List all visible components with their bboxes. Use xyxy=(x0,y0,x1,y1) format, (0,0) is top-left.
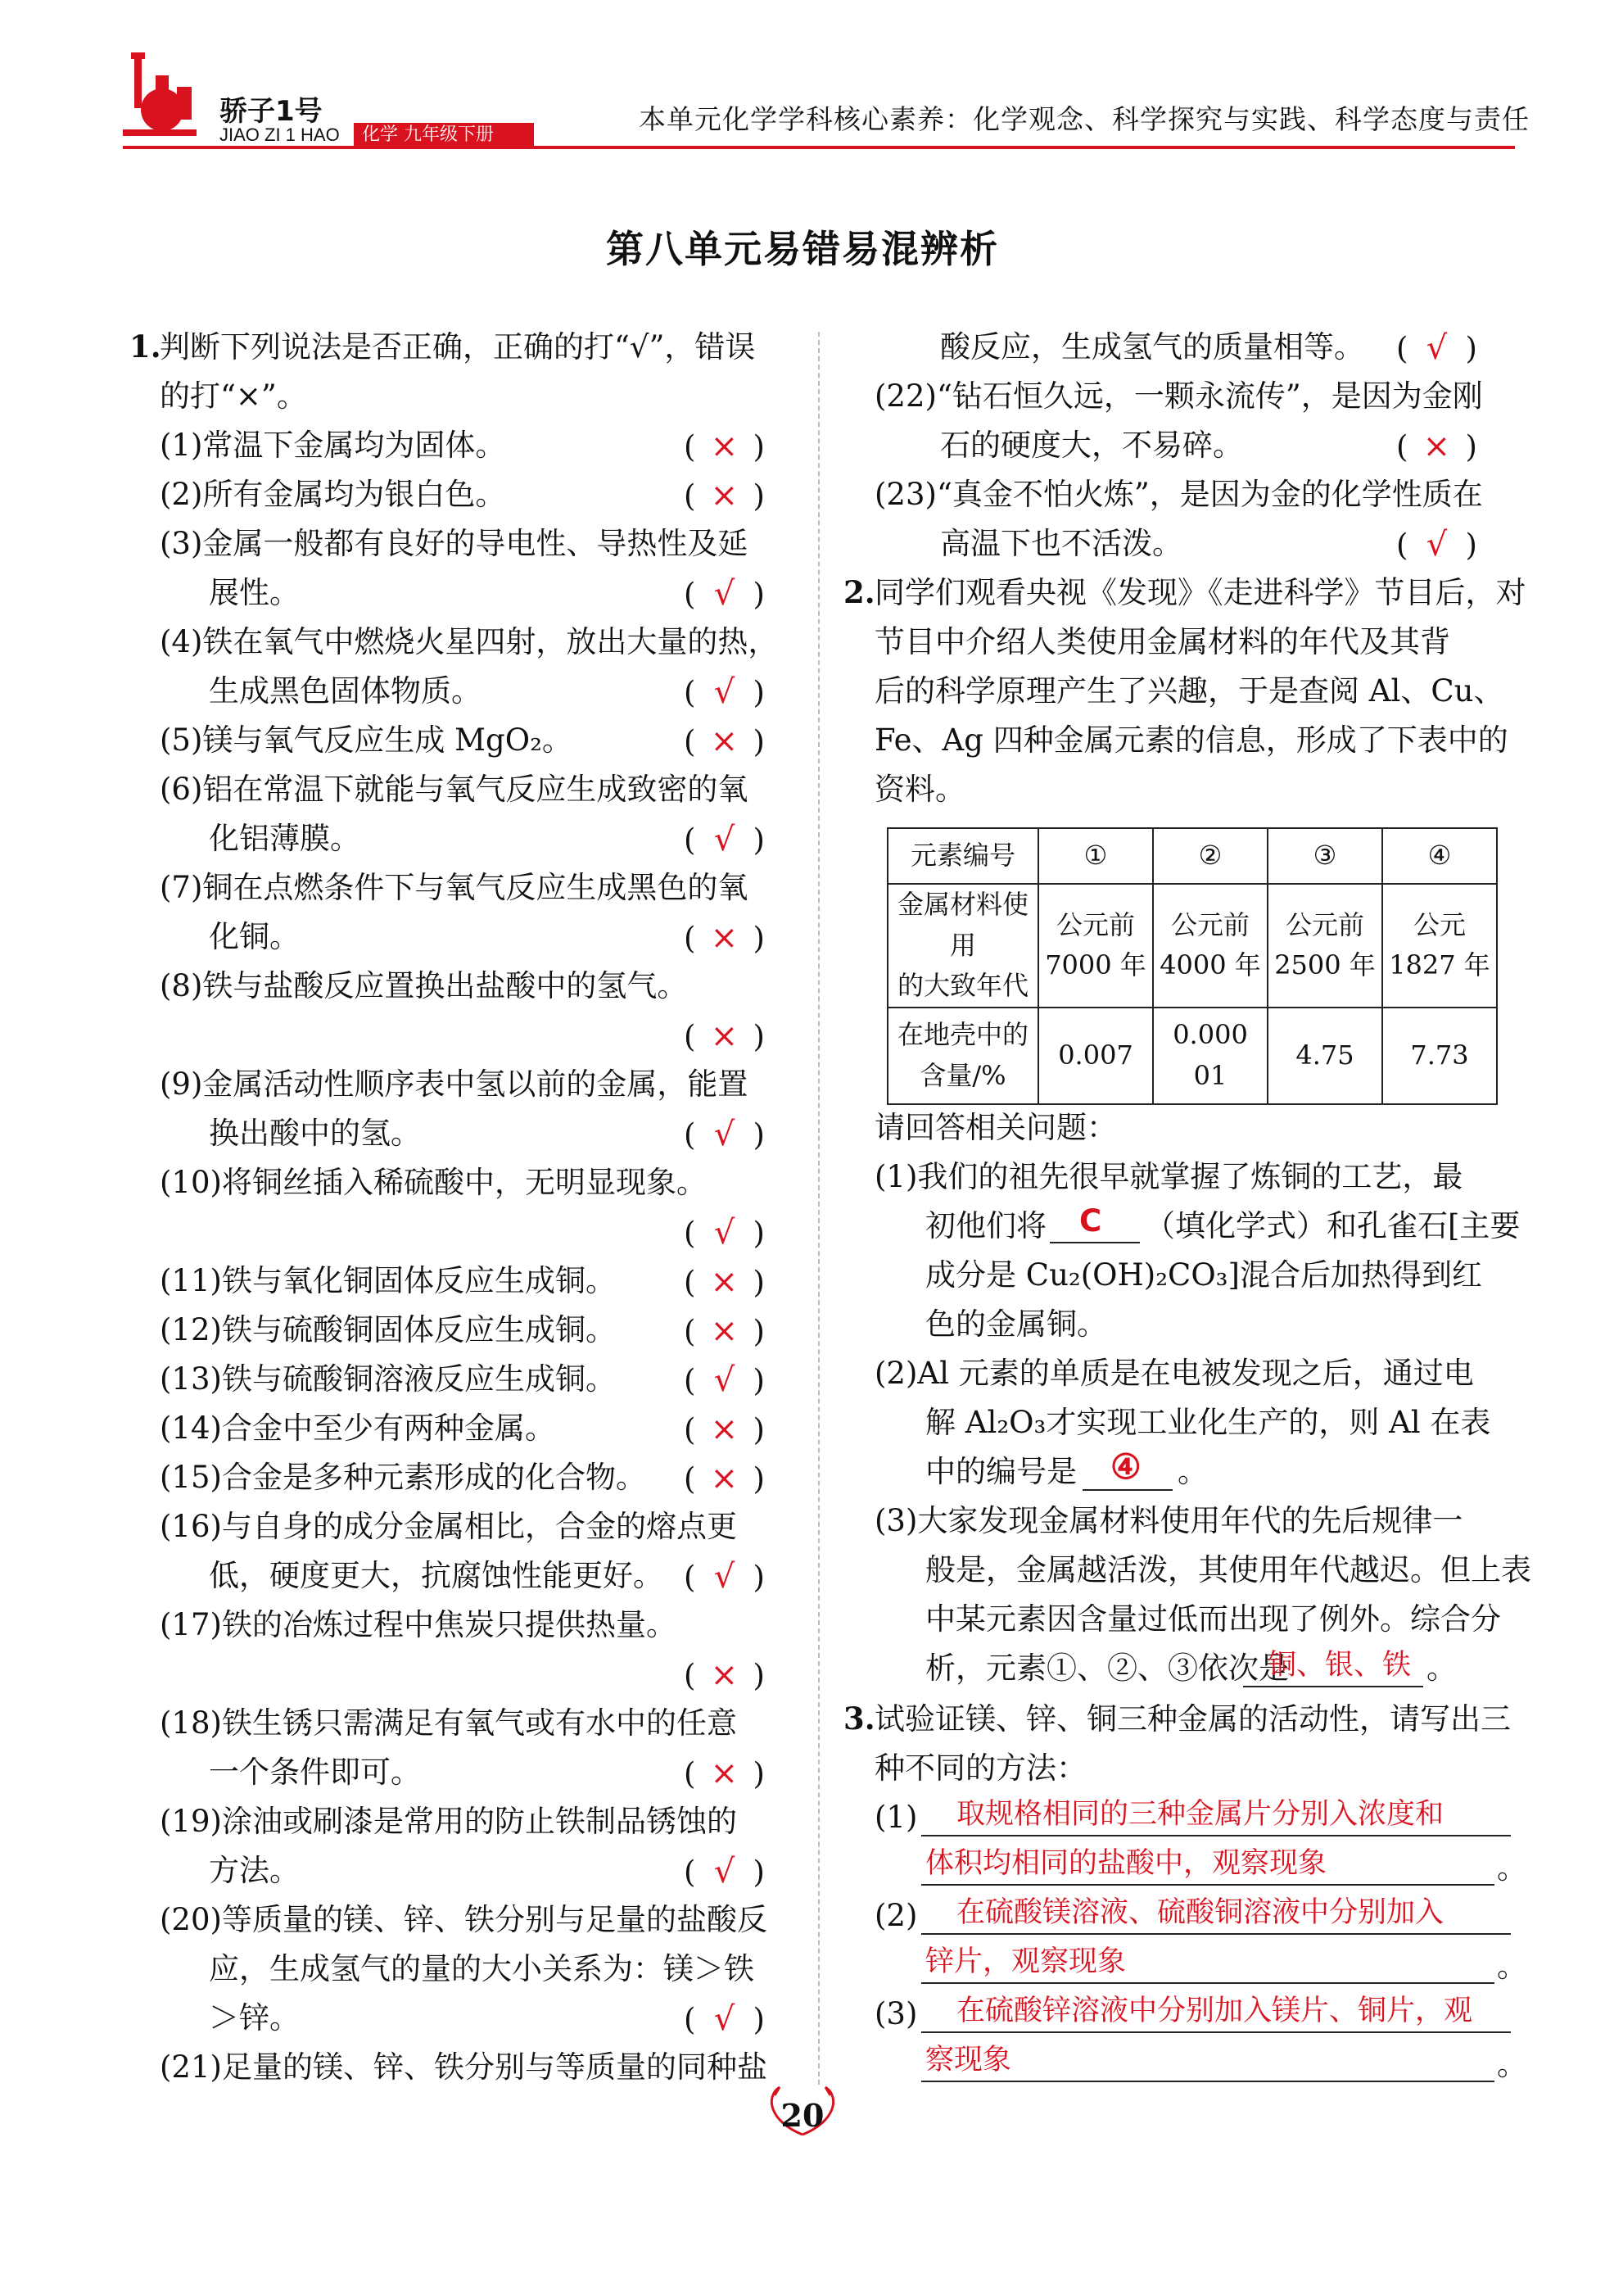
q1-number: 1. xyxy=(129,328,161,365)
answer-blank xyxy=(921,1835,1511,1836)
q3-method-answer-line: 取规格相同的三种金属片分别入浓度和 xyxy=(956,1798,1444,1831)
answer-blank xyxy=(1083,1489,1173,1491)
q2-sub1-line: 色的金属铜。 xyxy=(925,1307,1107,1342)
publisher-logo xyxy=(123,51,197,141)
q1-item-line: 酸反应，生成氢气的质量相等。 xyxy=(940,329,1364,365)
subject-tag: 化学 九年级下册 xyxy=(354,123,534,147)
answer-mark: ( √ ) xyxy=(684,1214,765,1252)
q2-sub1-answer: C xyxy=(1079,1203,1102,1239)
check-mark: √ xyxy=(713,1214,735,1252)
q1-item-line: (2)所有金属均为银白色。 xyxy=(160,477,506,512)
answer-mark: ( √ ) xyxy=(684,1361,765,1399)
cross-mark: × xyxy=(710,1017,739,1055)
answer-mark: ( × ) xyxy=(684,722,765,760)
q1-item-line: 应，生成氢气的量的大小关系为：镁＞铁 xyxy=(209,1951,754,1986)
answer-blank xyxy=(1050,1242,1140,1243)
q2-sub3-line: 析，元素①、②、③依次是 xyxy=(925,1651,1289,1686)
q2-sub1-line: (1)我们的祖先很早就掌握了炼铜的工艺，最 xyxy=(875,1159,1463,1194)
q1-stem-line: 的打“×”。 xyxy=(160,378,307,414)
table-cell: 公元 1827 年 xyxy=(1382,884,1497,1008)
cross-mark: × xyxy=(710,1460,739,1497)
answer-blank xyxy=(921,2031,1511,2033)
q1-item-line: (22)“钻石恒久远，一颗永流传”，是因为金刚 xyxy=(875,378,1483,414)
q2-sub1-line: 初他们将 xyxy=(925,1208,1047,1243)
q2-stem-line: 资料。 xyxy=(875,772,965,807)
q1-item-line: (9)金属活动性顺序表中氢以前的金属，能置 xyxy=(160,1066,748,1102)
q2-sub2-line: 。 xyxy=(1178,1454,1208,1489)
q1-item-line: 化铜。 xyxy=(209,919,300,954)
answer-mark: ( × ) xyxy=(684,1460,765,1497)
q1-item-line: (12)铁与硫酸铜固体反应生成铜。 xyxy=(160,1312,616,1347)
q1-item-line: (20)等质量的镁、锌、铁分别与足量的盐酸反 xyxy=(160,1902,767,1937)
q3-method-answer-line: 在硫酸镁溶液、硫酸铜溶液中分别加入 xyxy=(956,1896,1444,1929)
answer-mark: ( √ ) xyxy=(684,1116,765,1153)
q3-method-label: (1) xyxy=(875,1800,918,1835)
q1-item-line: 换出酸中的氢。 xyxy=(209,1116,421,1151)
answer-mark: ( × ) xyxy=(1396,428,1477,465)
answer-blank xyxy=(921,1884,1494,1886)
header-rule xyxy=(123,146,1515,149)
page-title: 第八单元易错易混辨析 xyxy=(606,227,999,271)
q1-item-line: 展性。 xyxy=(209,575,300,610)
q1-item-line: 生成黑色固体物质。 xyxy=(209,673,482,709)
table-cell: 公元前 7000 年 xyxy=(1038,884,1153,1008)
q3-method-end: 。 xyxy=(1497,1850,1527,1886)
page-number: 20 xyxy=(780,2097,825,2134)
check-mark: √ xyxy=(713,1558,735,1596)
check-mark: √ xyxy=(713,673,735,711)
q2-sub2-line: 中的编号是 xyxy=(925,1454,1077,1489)
q3-method-answer-line: 在硫酸锌溶液中分别加入镁片、铜片，观 xyxy=(956,1995,1473,2027)
q1-item-line: (17)铁的冶炼过程中焦炭只提供热量。 xyxy=(160,1607,676,1642)
cross-mark: × xyxy=(710,722,739,760)
q3-method-label: (3) xyxy=(875,1996,918,2031)
answer-mark: ( √ ) xyxy=(684,673,765,711)
q2-stem-line: Fe、Ag 四种金属元素的信息，形成了下表中的 xyxy=(875,722,1508,758)
cross-mark: × xyxy=(710,1263,739,1301)
q2-sub3-answer: 铜、银、铁 xyxy=(1268,1649,1412,1682)
table-header-cell: ③ xyxy=(1268,828,1382,884)
q2-sub3-line: (3)大家发现金属材料使用年代的先后规律一 xyxy=(875,1503,1463,1538)
q2-stem-line: 节目中介绍人类使用金属材料的年代及其背 xyxy=(875,624,1450,659)
q2-stem-line: 同学们观看央视《发现》《走进科学》节目后，对 xyxy=(875,575,1526,610)
q2-prompt: 请回答相关问题： xyxy=(875,1110,1117,1145)
q1-item-line: (10)将铜丝插入稀硫酸中，无明显现象。 xyxy=(160,1165,707,1200)
core-literacy-header: 本单元化学学科核心素养：化学观念、科学探究与实践、科学态度与责任 xyxy=(639,103,1530,135)
q3-method-answer-line: 锌片，观察现象 xyxy=(925,1945,1127,1978)
cross-mark: × xyxy=(710,1656,739,1694)
answer-mark: ( × ) xyxy=(684,1656,765,1694)
answer-mark: ( √ ) xyxy=(684,1558,765,1596)
q2-sub2-line: 解 Al₂O₃才实现工业化生产的，则 Al 在表 xyxy=(925,1405,1491,1440)
q2-sub3-line: 。 xyxy=(1426,1651,1457,1686)
cross-mark: × xyxy=(710,1755,739,1792)
answer-mark: ( √ ) xyxy=(684,1853,765,1891)
check-mark: √ xyxy=(713,575,735,613)
q2-sub3-line: 般是，金属越活泼，其使用年代越迟。但上表 xyxy=(925,1552,1531,1587)
answer-mark: ( × ) xyxy=(684,1312,765,1350)
table-header-cell: 元素编号 xyxy=(888,828,1038,884)
q1-stem-line: 判断下列说法是否正确，正确的打“√”，错误 xyxy=(160,329,756,365)
answer-blank xyxy=(921,1933,1511,1935)
answer-mark: ( √ ) xyxy=(1396,526,1477,564)
q1-item-line: (1)常温下金属均为固体。 xyxy=(160,428,506,463)
answer-mark: ( × ) xyxy=(684,919,765,957)
table-header-cell: ① xyxy=(1038,828,1153,884)
q1-item-line: 石的硬度大，不易碎。 xyxy=(940,428,1243,463)
check-mark: √ xyxy=(1426,526,1448,564)
cross-mark: × xyxy=(710,1411,739,1448)
q2-sub2-answer: ④ xyxy=(1110,1447,1142,1487)
q3-method-end: 。 xyxy=(1497,2047,1527,2082)
check-mark: √ xyxy=(713,1853,735,1891)
q1-item-line: 低，硬度更大，抗腐蚀性能更好。 xyxy=(209,1558,663,1593)
answer-mark: ( × ) xyxy=(684,477,765,514)
table-cell: 7.73 xyxy=(1382,1008,1497,1104)
check-mark: √ xyxy=(713,1361,735,1399)
q1-item-line: (14)合金中至少有两种金属。 xyxy=(160,1411,555,1446)
cross-mark: × xyxy=(710,919,739,957)
table-cell: 公元前 4000 年 xyxy=(1153,884,1268,1008)
table-row-label: 金属材料使用 的大致年代 xyxy=(888,884,1038,1008)
q3-method-label: (2) xyxy=(875,1898,918,1933)
answer-blank xyxy=(1243,1686,1423,1687)
q2-sub1-line: （填化学式）和孔雀石[主要 xyxy=(1145,1208,1521,1243)
table-cell: 4.75 xyxy=(1268,1008,1382,1104)
q2-sub1-line: 成分是 Cu₂(OH)₂CO₃]混合后加热得到红 xyxy=(925,1257,1482,1293)
answer-mark: ( × ) xyxy=(684,1411,765,1448)
q1-item-line: (18)铁生锈只需满足有氧气或有水中的任意 xyxy=(160,1705,737,1741)
q1-item-line: 高温下也不活泼。 xyxy=(940,526,1182,561)
q1-item-line: (4)铁在氧气中燃烧火星四射，放出大量的热， xyxy=(160,624,779,659)
q1-item-line: (6)铝在常温下就能与氧气反应生成致密的氧 xyxy=(160,772,748,807)
answer-mark: ( × ) xyxy=(684,1017,765,1055)
table-row-label: 在地壳中的 含量/% xyxy=(888,1008,1038,1104)
check-mark: √ xyxy=(713,1116,735,1153)
answer-mark: ( × ) xyxy=(684,1755,765,1792)
table-cell: 公元前 2500 年 xyxy=(1268,884,1382,1008)
q2-sub2-line: (2)Al 元素的单质是在电被发现之后，通过电 xyxy=(875,1356,1474,1391)
q3-stem-line: 试验证镁、锌、铜三种金属的活动性，请写出三 xyxy=(875,1701,1511,1737)
table-header-cell: ④ xyxy=(1382,828,1497,884)
q3-method-answer-line: 体积均相同的盐酸中，观察现象 xyxy=(925,1847,1327,1880)
q1-item-line: 方法。 xyxy=(209,1853,300,1888)
q1-item-line: 一个条件即可。 xyxy=(209,1755,421,1790)
q1-item-line: (15)合金是多种元素形成的化合物。 xyxy=(160,1460,646,1495)
answer-blank xyxy=(921,2081,1494,2082)
q1-item-line: (8)铁与盐酸反应置换出盐酸中的氢气。 xyxy=(160,968,688,1003)
q1-item-line: (11)铁与氧化铜固体反应生成铜。 xyxy=(160,1263,616,1298)
cross-mark: × xyxy=(710,428,739,465)
answer-mark: ( × ) xyxy=(684,1263,765,1301)
q1-item-line: (3)金属一般都有良好的导电性、导热性及延 xyxy=(160,526,748,561)
table-cell: 0.007 xyxy=(1038,1008,1153,1104)
q3-stem-line: 种不同的方法： xyxy=(875,1750,1087,1786)
q2-stem-line: 后的科学原理产生了兴趣，于是查阅 Al、Cu、 xyxy=(875,673,1504,709)
q2-number: 2. xyxy=(843,574,875,610)
check-mark: √ xyxy=(713,821,735,858)
q1-item-line: (23)“真金不怕火炼”，是因为金的化学性质在 xyxy=(875,477,1483,512)
q1-item-line: (7)铜在点燃条件下与氧气反应生成黑色的氧 xyxy=(160,870,748,905)
q3-method-end: 。 xyxy=(1497,1949,1527,1984)
cross-mark: × xyxy=(710,477,739,514)
metal-info-table xyxy=(887,827,1498,1105)
q1-item-line: (13)铁与硫酸铜溶液反应生成铜。 xyxy=(160,1361,616,1397)
q1-item-line: 化铝薄膜。 xyxy=(209,821,360,856)
column-divider xyxy=(818,332,820,2085)
q3-number: 3. xyxy=(843,1700,875,1737)
answer-mark: ( √ ) xyxy=(684,821,765,858)
check-mark: √ xyxy=(713,2000,735,2038)
brand-name-en: JIAO ZI 1 HAO xyxy=(219,125,340,145)
q1-item-line: (16)与自身的成分金属相比，合金的熔点更 xyxy=(160,1509,737,1544)
answer-mark: ( √ ) xyxy=(684,575,765,613)
q3-method-answer-line: 察现象 xyxy=(925,2044,1012,2076)
cross-mark: × xyxy=(710,1312,739,1350)
q1-item-line: (5)镁与氧气反应生成 MgO₂。 xyxy=(160,722,572,758)
answer-mark: ( × ) xyxy=(684,428,765,465)
answer-mark: ( √ ) xyxy=(1396,329,1477,367)
cross-mark: × xyxy=(1422,428,1451,465)
q1-item-line: (21)足量的镁、锌、铁分别与等质量的同种盐 xyxy=(160,2049,767,2085)
q1-item-line: (19)涂油或刷漆是常用的防止铁制品锈蚀的 xyxy=(160,1804,737,1839)
table-header-cell: ② xyxy=(1153,828,1268,884)
answer-mark: ( √ ) xyxy=(684,2000,765,2038)
check-mark: √ xyxy=(1426,329,1448,367)
table-cell: 0.000 01 xyxy=(1153,1008,1268,1104)
q2-sub3-line: 中某元素因含量过低而出现了例外。综合分 xyxy=(925,1601,1501,1637)
brand-name: 骄子1号 xyxy=(219,95,323,128)
answer-blank xyxy=(921,1982,1494,1984)
q1-item-line: ＞锌。 xyxy=(209,2000,300,2036)
